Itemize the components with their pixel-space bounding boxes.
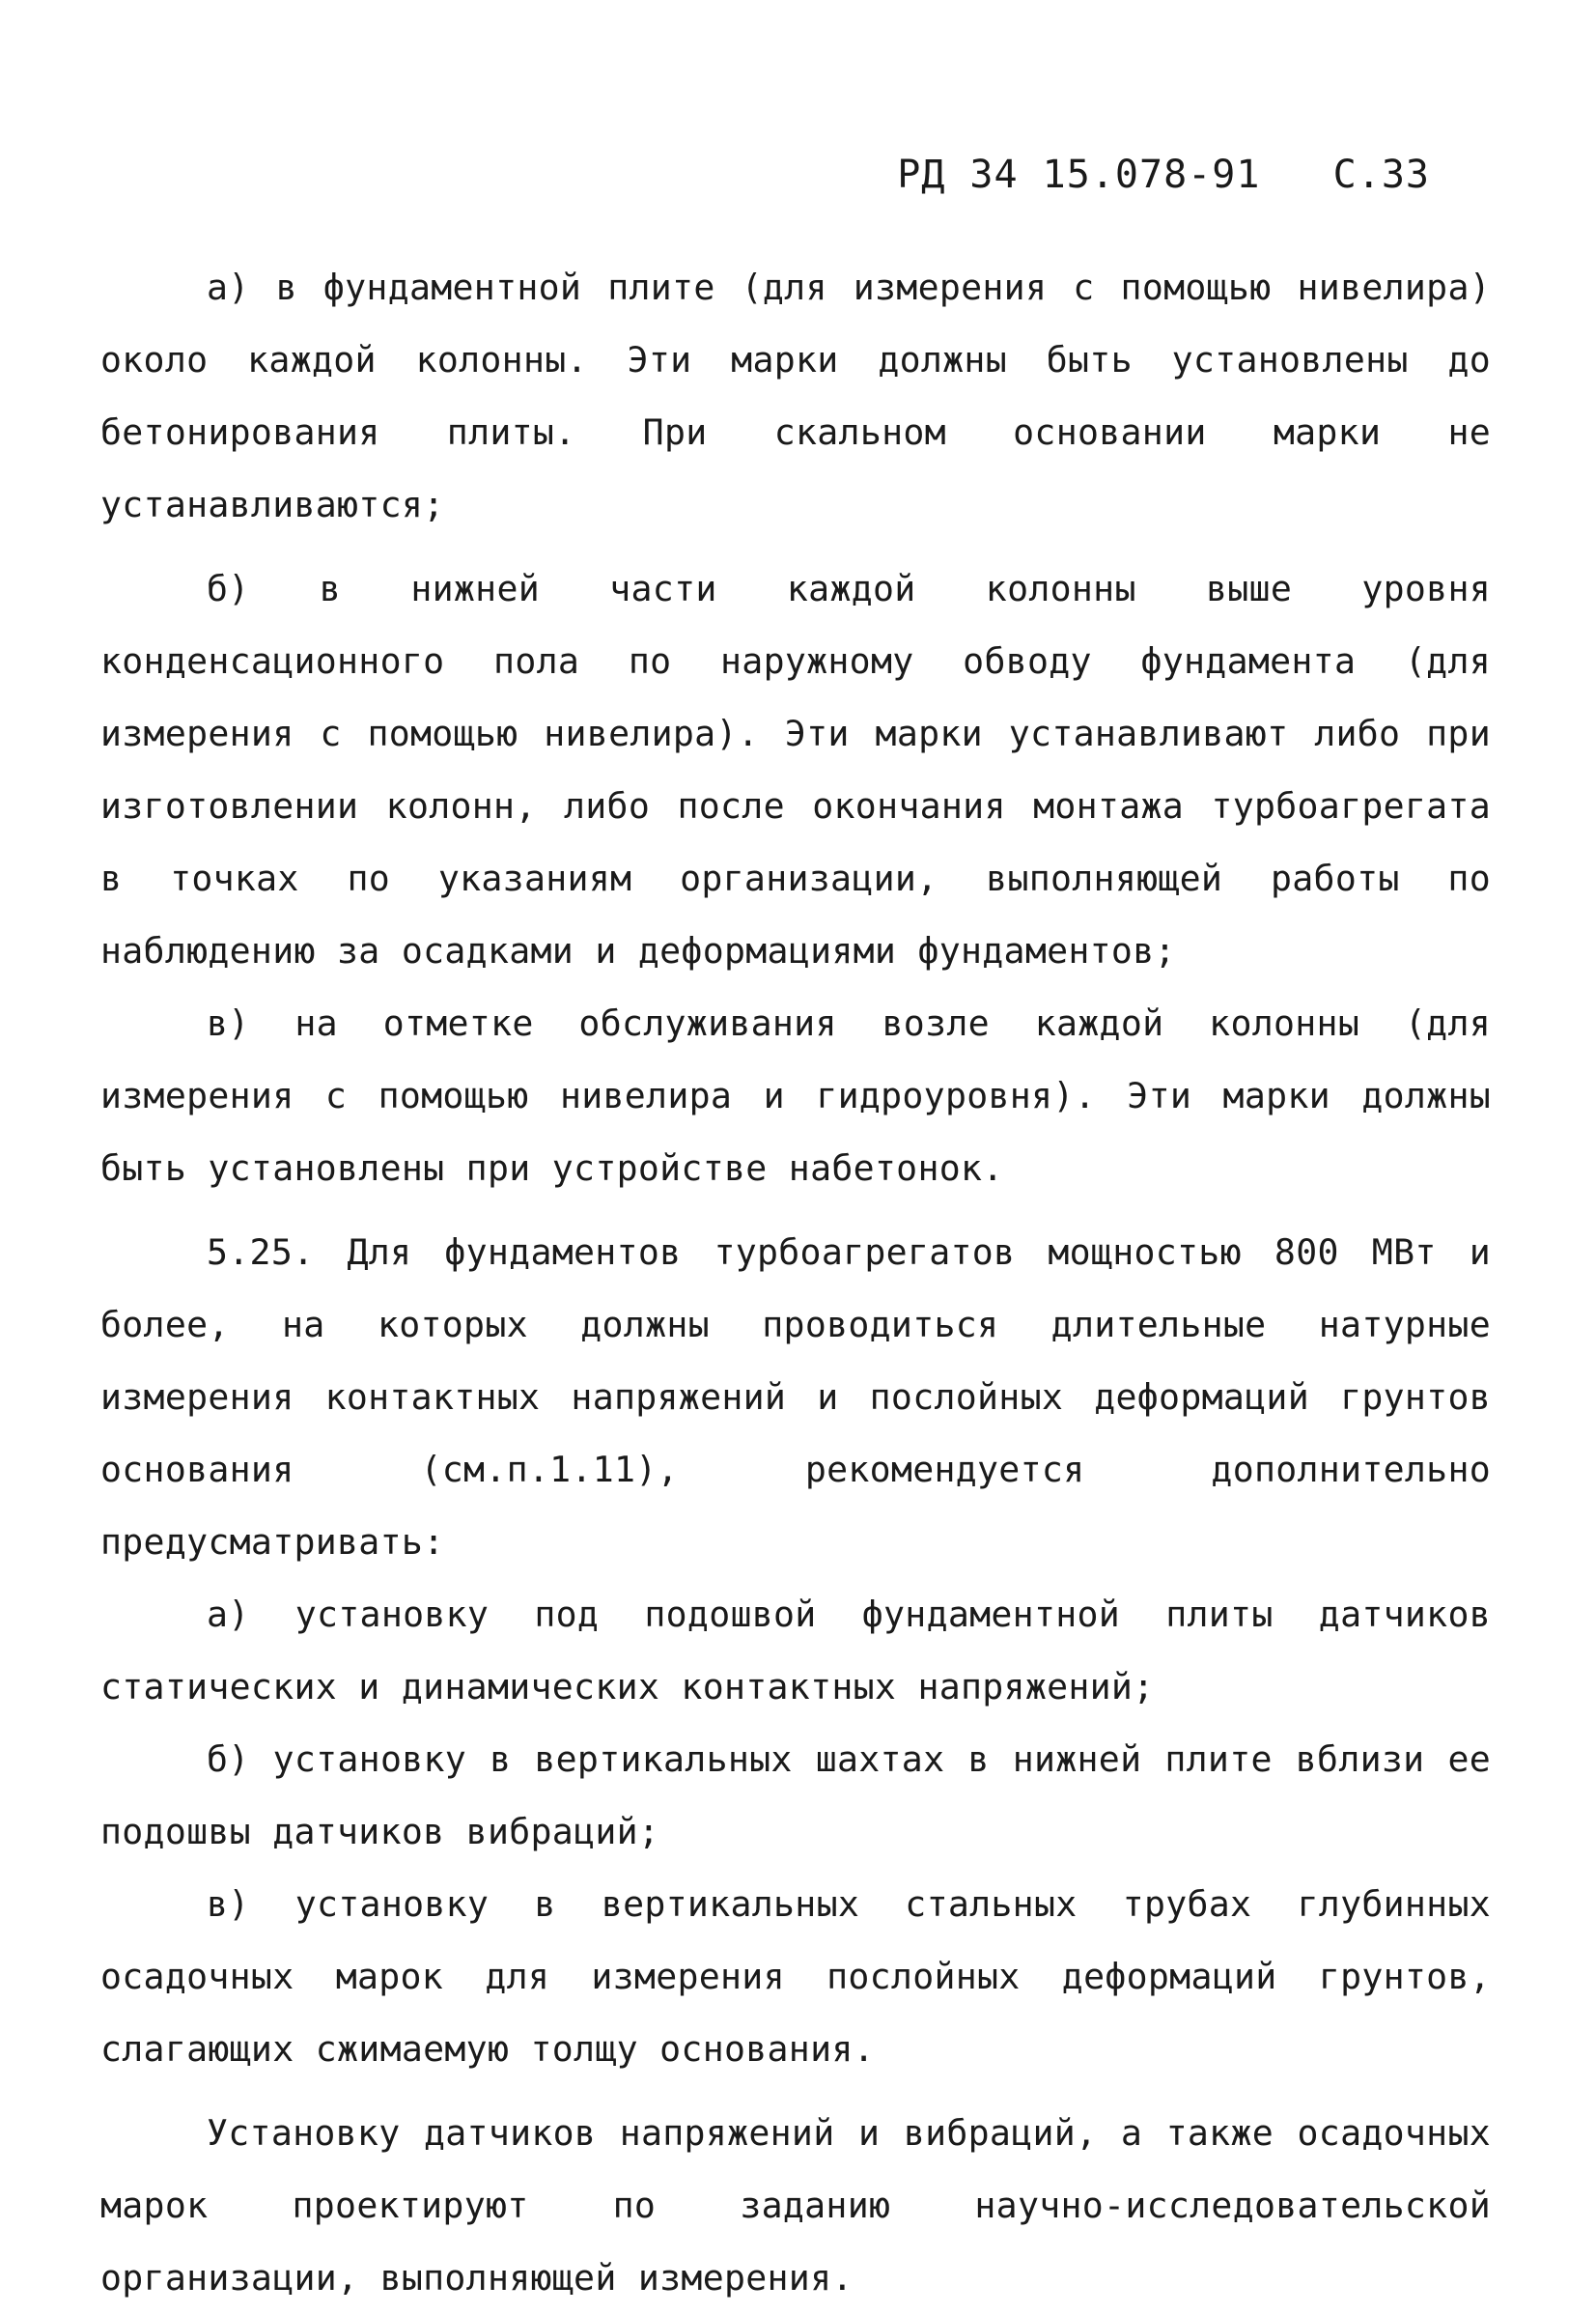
paragraph-item-v-service-level: в) на отметке обслуживания возле каждой колонны (для измерения с помощью нивелира и гидроуровня). Эти марки должны быть установлены при устройстве набетонок. (100, 1002, 1491, 1189)
paragraph-item-a-stress-sensors: а) установку под подошвой фундаментной плиты датчиков статических и динамических контактных напряжений; (100, 1594, 1491, 1707)
page-header (897, 153, 1430, 197)
paragraph-item-b-vibration-sensors: б) установку в вертикальных шахтах в нижней плите вблизи ее подошвы датчиков вибраций; (100, 1738, 1491, 1852)
paragraph-item-v-settlement-marks: в) установку в вертикальных стальных трубах глубинных осадочных марок для измерения послойных деформаций грунтов, слагающих сжимаемую толщу основания. (100, 1883, 1491, 2070)
document-body (100, 251, 1491, 2314)
paragraph-item-b-columns: б) в нижней части каждой колонны выше уровня конденсационного пола по наружному обводу фундамента (для измерения с помощью нивелира). Эти марки устанавливают либо при изготовлении колонн, либо после окончания монтажа турбоагрегата в точках по указаниям организации, выполняющей работы по наблюдению за осадками и деформациями фундаментов; (100, 568, 1491, 972)
paragraph-item-a-slab: а) в фундаментной плите (для измерения с помощью нивелира) около каждой колонны. Эти марки должны быть установлены до бетонирования плиты. При скальном основании марки не устанавливаются; (100, 267, 1491, 525)
paragraph-section-5-25: 5.25. Для фундаментов турбоагрегатов мощностью 800 МВт и более, на которых должны проводиться длительные натурные измерения контактных напряжений и послойных деформаций грунтов основания (см.п.1.11), рекомендуется дополнительно предусматривать: (100, 1231, 1491, 1563)
page-number: С.33 (1332, 153, 1430, 197)
document-code: РД 34 15.078-91 (897, 153, 1261, 197)
paragraph-closing-note: Установку датчиков напряжений и вибраций, а также осадочных марок проектируют по заданию научно-исследовательской организации, выполняющей измерения. (100, 2112, 1491, 2299)
